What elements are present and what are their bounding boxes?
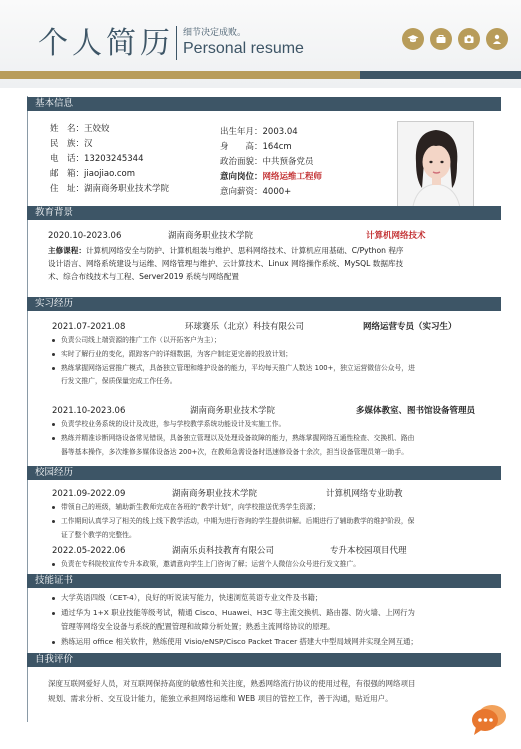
list-item [52,335,221,347]
bullet-text: 熟练并精准诊断网络设备常见错误，具备独立管理以及处理设备故障的能力，熟练掌握网络互通性检查、交换机、路由 [61,434,415,442]
header-gold-bar [0,71,360,79]
campus2-role: 专升本校园项目代理 [330,546,407,556]
person-icon [486,28,508,50]
list-item [52,419,285,431]
section-header-self-eval [27,653,501,667]
list-item-continued: 管理等网络安全设备与系统的配置管理和故障分析处置；熟悉主流网络协议的原理。 [61,622,335,631]
edu-major: 计算机网络技术 [366,231,426,241]
campus2-org: 湖南乐贞科技教育有限公司 [172,546,275,556]
list-item-continued: 行发文推广，保质保量完成工作任务。 [61,377,177,385]
bullet-dot [52,506,55,509]
email-value: jiaojiao.com [84,169,135,179]
birth-row [220,126,298,138]
edu-school: 湖南商务职业技术学院 [168,231,254,241]
height-label: 身 高： [220,142,263,152]
campus1-period: 2021.09-2022.09 [52,489,126,499]
section-label: 教育背景 [35,207,74,218]
list-item [52,363,415,375]
phone-value: 13203245344 [84,154,144,164]
birth-label: 出生年月： [220,127,263,137]
chat-bubble-icon [470,700,510,742]
height-row [220,141,292,153]
section-label: 实习经历 [35,298,74,309]
name-label: 姓 名： [50,124,85,134]
bullet-dot [52,339,55,342]
intern2-role: 多媒体教室、图书馆设备管理员 [356,406,476,416]
bullet-text: 带领自己的班级，辅助新生教师完成在各班的“教学计划”，向学校推送优秀学生资源； [61,503,320,511]
graduation-cap-icon [402,28,424,50]
bullet-dot [52,437,55,440]
list-item [52,349,292,361]
bullet-text: 负责学校业务系统的设计及改进，参与学校教学系统功能设计及实施工作。 [61,420,286,428]
political-label: 政治面貌： [220,157,263,167]
salary-value: 4000+ [262,187,292,197]
self-eval-line2: 规划、需求分析、交互设计能力，能独立承担网络运维和 WEB 项目的管控工作，善于沟通，贴近用户。 [48,694,393,703]
height-value: 164cm [262,142,292,152]
bullet-dot [52,612,55,615]
edu-period: 2020.10-2023.06 [48,231,122,241]
post-value: 网络运维工程师 [262,172,323,182]
list-item [52,607,415,619]
header-divider [176,26,177,60]
section-header-education [27,206,501,220]
resume-subtitle: 细节决定成败。 [183,28,247,38]
briefcase-icon [430,28,452,50]
bullet-text: 大学英语四级（CET-4），良好的听说读写能力，快速浏览英语专业文件及书籍； [61,593,323,602]
bullet-text: 负责公司线上端资源的推广工作（以开拓客户为主）； [61,336,221,344]
profile-photo [397,121,474,213]
section-label: 基本信息 [35,98,74,109]
phone-row [50,153,144,165]
section-header-campus [27,466,501,480]
list-item [52,559,360,571]
courses-label: 主修课程： [48,246,86,255]
bullet-dot [52,423,55,426]
phone-label: 电 话： [50,154,85,164]
salary-row [220,186,291,198]
address-value: 湖南商务职业技术学院 [84,184,170,194]
name-value: 王姣姣 [84,124,110,134]
list-item [52,516,414,528]
section-header-basic [27,97,501,111]
birth-value: 2003.04 [262,127,298,137]
list-item-continued: 证了整个教学的完整性。 [61,531,136,539]
timeline-rail [27,96,28,722]
header-navy-bar [360,71,521,79]
intern2-org: 湖南商务职业技术学院 [190,406,276,416]
name-row [50,123,110,135]
intern1-role: 网络运营专员（实习生） [363,322,457,332]
address-label: 住 址： [50,184,85,194]
header-icon-group [402,28,508,50]
bullet-text: 熟练运用 office 相关软件，熟练使用 Visio/eNSP/Cisco Packet Tracer 搭建大中型局域网并实现全网互通； [61,637,418,646]
campus1-role: 计算机网络专业助教 [326,489,403,499]
list-item [52,636,418,648]
political-row [220,156,314,168]
bullet-text: 负责在专科院校宣传专升本政策，邀请意向学生上门咨询了解；运营个人微信公众号进行发文推广。 [61,560,361,568]
camera-icon [458,28,480,50]
edu-courses-line3: 术、综合布线技术与工程、Server2019 系统与网络配置 [48,272,239,281]
email-label: 邮 箱： [50,169,85,179]
bullet-text: 熟练掌握网络运营推广模式，具备独立管理和维护设备的能力，平均每天推广人数达 100+，独立运营微信公众号，进 [61,364,415,372]
section-header-internship [27,297,501,311]
salary-label: 意向薪资： [220,187,263,197]
bullet-text: 工作期间认真学习了相关的线上线下教学活动，中期为进行咨询的学生提供讲解。后期进行了辅助教学的维护阶段，保 [61,517,415,525]
bullet-text: 实时了解行业的变化，跟踪客户的详细数据，为客户制定更完善的投放计划； [61,350,293,358]
courses-text: 计算机网络安全与防护、计算机组装与维护、思科网络技术、计算机应用基础、C/Python 程序 [85,246,404,255]
intern1-period: 2021.07-2021.08 [52,322,126,332]
section-label: 技能证书 [35,575,74,586]
email-row [50,168,135,180]
bullet-dot [52,367,55,370]
resume-title-en: Personal resume [183,40,304,57]
section-header-skills [27,574,501,588]
list-item [52,433,414,445]
intern1-org: 环球赛乐（北京）科技有限公司 [185,322,305,332]
ethnic-row [50,138,93,150]
bullet-dot [52,641,55,644]
list-item [52,592,322,604]
resume-title: 个人简历 [38,26,174,61]
post-row [220,171,322,183]
bullet-dot [52,520,55,523]
campus2-period: 2022.05-2022.06 [52,546,126,556]
ethnic-value: 汉 [84,139,93,149]
section-label: 自我评价 [35,654,74,665]
bullet-dot [52,353,55,356]
post-label: 意向岗位： [220,172,263,182]
list-item [52,502,320,514]
address-row [50,183,169,195]
bullet-dot [52,563,55,566]
edu-courses-line1 [48,245,404,258]
bullet-dot [52,597,55,600]
ethnic-label: 民 族： [50,139,85,149]
campus1-org: 湖南商务职业技术学院 [172,489,258,499]
section-label: 校园经历 [35,467,74,478]
self-eval-line1: 深度互联网爱好人员，对互联网保持高度的敏感性和关注度，熟悉网络流行协议的使用过程，有很强的网络项目 [48,679,416,688]
edu-courses-line2: 设计语言、网络系统建设与运维、网络管理与维护、云计算技术、Linux 网络操作系统、MySQL 数据库技 [48,259,404,268]
intern2-period: 2021.10-2023.06 [52,406,126,416]
bullet-text: 通过华为 1+X 职业技能等级考试，精通 Cisco、Huawei、H3C 等主流交换机、路由器、防火墙、上网行为 [61,608,415,617]
list-item-continued: 器等基本操作，多次维修多媒体设备达 200+次，在教师急需设备时迅速修设备十余次，担当设备管理员第一助手。 [61,448,409,456]
political-value: 中共预备党员 [262,157,314,167]
